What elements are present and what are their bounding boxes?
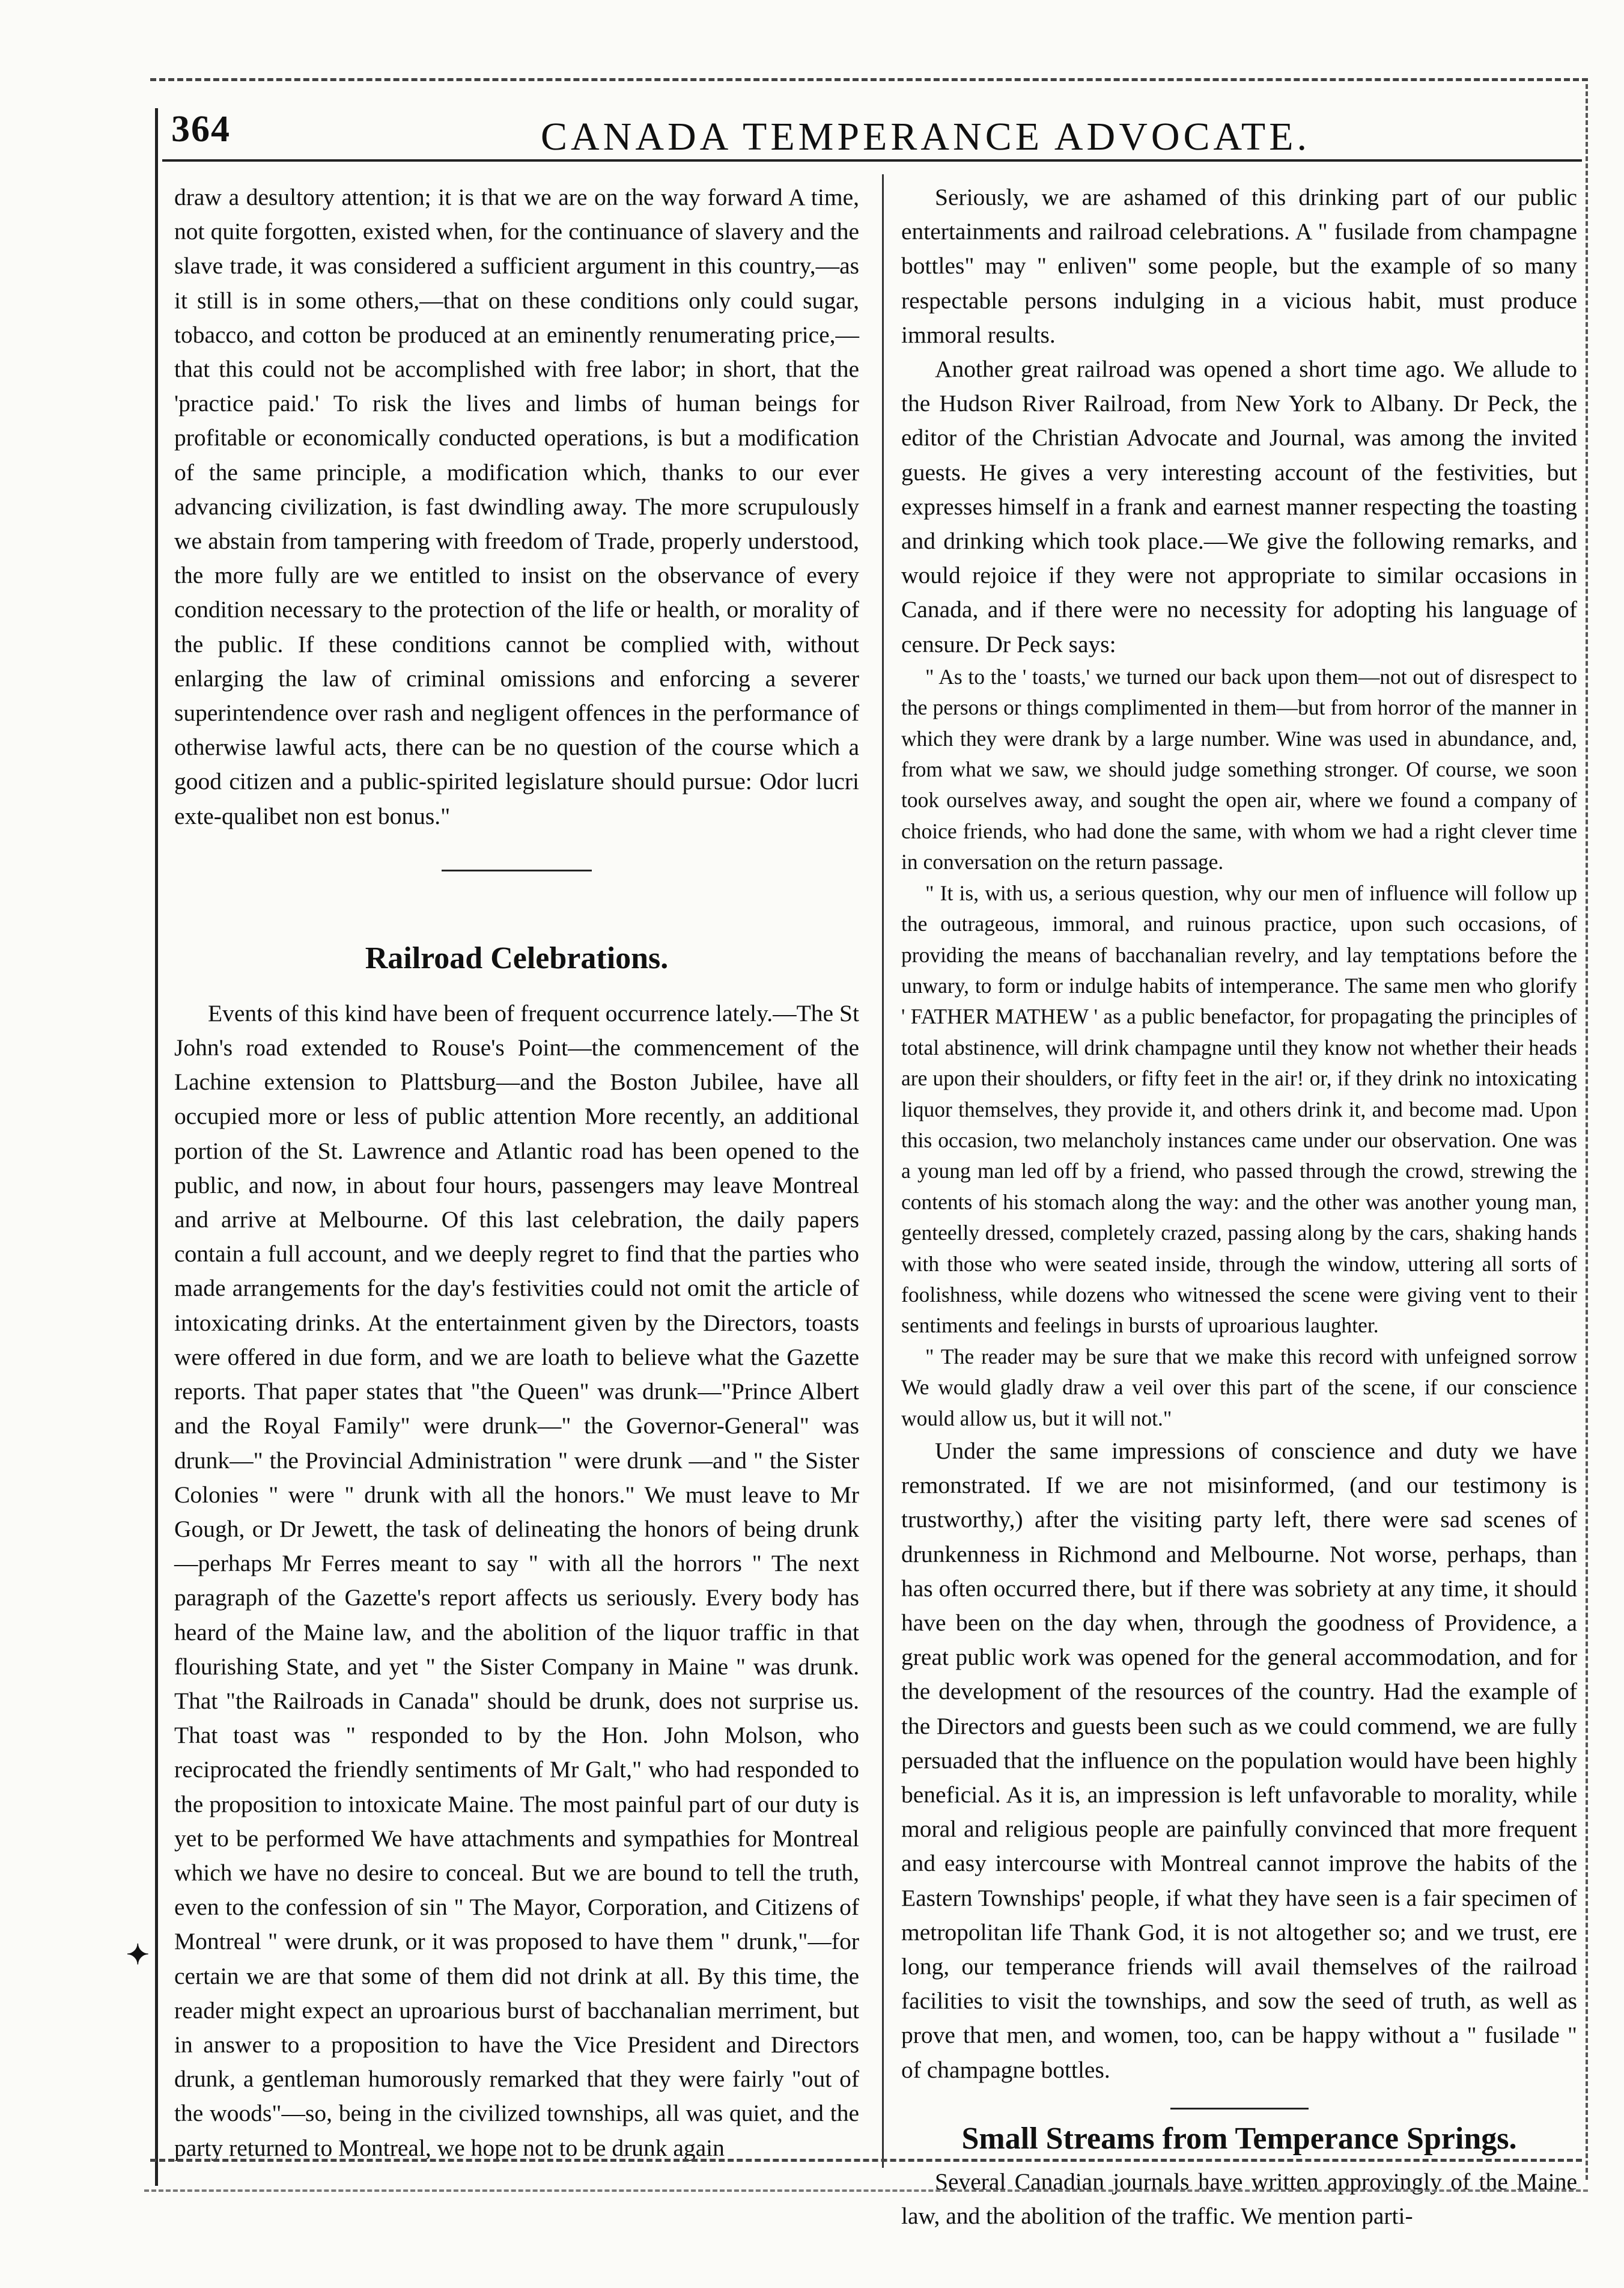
masthead-title: CANADA TEMPERANCE ADVOCATE. — [541, 115, 1311, 159]
left-column — [174, 180, 859, 2165]
quote-paragraph: " It is, with us, a serious question, why our men of influence will follow up the outrageous, immoral, and ruinous practice, upon such occasions, of providing the means of bacchanalian revelry, and lay temptations before the unwary, to form or indulge habits of intemperance. The same men who glorify ' FATHER MATHEW ' as a public benefactor, for propagating the principles of total abstinence, will drink champagne until they know not whether their heads are upon their shoulders, or fifty feet in the air! or, if they drink no intoxicating liquor themselves, they provide it, and others drink it, and become mad. Upon this occasion, two melancholy instances came under our observation. One was a young man led off by a friend, who passed through the crowd, strewing the contents of his stomach along the way: and the other was another young man, genteelly dressed, completely crazed, passing along by the cars, shaking hands with those who were seated inside, through the window, uttering all sorts of foolishness, while dozens who witnessed the scene were giving vent to their sentiments and feelings in bursts of uproarious laughter. — [901, 880, 1577, 1338]
continued-article-text: draw a desultory attention; it is that we are on the way forward A time, not quite forgotten, existed when, for the continuance of slavery and the slave trade, it was considered a sufficient argument in this country,—as it still is in some others,—that on these conditions only could sugar, tobacco, and cotton be produced at an eminently renumerating price,—that this could not be accomplished with free labor; in short, that the 'practice paid.' To risk the lives and limbs of human beings for profitable or economically conducted operations, is but a modification of the same principle, a modification which, thanks to our ever advancing civilization, is fast dwindling away. The more scrupulously we abstain from tampering with freedom of Trade, properly understood, the more fully are we entitled to insist on the observance of every condition necessary to the protection of the life or health, or morality of the public. If these conditions cannot be complied with, without enlarging the law of criminal omissions and enforcing a severer superintendence over rash and negligent offences in the performance of otherwise lawful acts, there can be no question of the course which a good citizen and a public-spirited legislature should pursue: Odor lucri exte-qualibet non est bonus." — [174, 184, 859, 829]
paragraph: Seriously, we are ashamed of this drinking part of our public entertainments and railroad celebrations. A " fusilade from champagne bottles" may " enliven" some people, but the example of so many respectable persons indulging in a vicious habit, must produce immoral results. — [901, 184, 1577, 348]
article-body: Events of this kind have been of frequent occurrence lately.—The St John's road extended to Rouse's Point—the commencement of the Lachine extension to Plattsburg—and the Boston Jubilee, have all occupied more or less of public attention More recently, an additional portion of the St. Lawrence and Atlantic road has been opened to the public, and now, in about four hours, passengers may leave Montreal and arrive at Melbourne. Of this last celebration, the daily papers contain a full account, and we deeply regret to find that the parties who made arrangements for the day's festivities could not omit the article of intoxicating drinks. At the entertainment given by the Directors, toasts were offered in due form, and we are loath to believe what the Gazette reports. That paper states that "the Queen" was drunk—"Prince Albert and the Royal Family" were drunk—" the Governor-General" was drunk—" the Provincial Administration " were drunk —and " the Sister Colonies " were " drunk with all the honors." We must leave to Mr Gough, or Dr Jewett, the task of delineating the honors of being drunk—perhaps Mr Ferres meant to say " with all the horrors " The next paragraph of the Gazette's report affects us seriously. Every body has heard of the Maine law, and the abolition of the liquor traffic in that flourishing State, and yet " the Sister Company in Maine " was drunk. That "the Railroads in Canada" should be drunk, does not surprise us. That toast was " responded to by the Hon. John Molson, who reciprocated the friendly sentiments of Mr Galt," who had responded to the proposition to intoxicate Maine. The most painful part of our duty is yet to be performed We have attachments and sympathies for Montreal which we have no desire to conceal. But we are bound to tell the truth, even to the confession of sin " The Mayor, Corporation, and Citizens of Montreal " were drunk, or it was proposed to have them " drunk,"—for certain we are that some of them did not drink at all. By this time, the reader might expect an uproarious burst of bacchanalian merriment, but in answer to a proposition to have the Vice President and Directors drunk, a gentleman humorously remarked that they were fairly "out of the woods"—so, being in the civilized townships, all was quiet, and the party returned to Montreal, we hope not to be drunk again — [174, 999, 859, 2161]
paragraph: Under the same impressions of conscience and duty we have remonstrated. If we are not misinformed, (and our testimony is trustworthy,) after the visiting party left, there were sad scenes of drunkenness in Richmond and Melbourne. Not worse, perhaps, than has often occurred there, but if there was sobriety at any time, it should have been on the day when, through the goodness of Providence, a great public work was opened for the general accommodation, and for the development of the resources of the country. Had the example of the Directors and guests been such as we could commend, we are fully persuaded that the influence on the population would have been highly beneficial. As it is, an impression is left unfavorable to morality, while moral and religious people are painfully convinced that more frequent and easy intercourse with Montreal cannot improve the habits of the Eastern Townships' people, if what they have seen is a fair specimen of metropolitan life Thank God, it is not altogether so; and we trust, ere long, our temperance friends will avail themselves of the railroad facilities to visit the townships, and sow the seed of truth, as well as prove that men, and women, too, can be happy without a " fusilade " of champagne bottles. — [901, 1438, 1577, 2083]
article-heading: Small Streams from Temperance Springs. — [961, 2121, 1517, 2156]
top-rule — [150, 78, 1588, 81]
paragraph: Another great railroad was opened a short time ago. We allude to the Hudson River Railroad, from New York to Albany. Dr Peck, the editor of the Christian Advocate and Journal, was among the invited guests. He gives a very interesting account of the festivities, but expresses himself in a frank and earnest manner respecting the toasting and drinking which took place.—We give the following remarks, and would rejoice if they were not appropriate to similar occasions in Canada, and if there were no necessity for adopting his language of censure. Dr Peck says: — [901, 356, 1577, 657]
article-body: Several Canadian journals have written approvingly of the Maine law, and the abolition of the traffic. We mention parti- — [901, 2168, 1577, 2230]
right-column — [901, 180, 1577, 2233]
article-heading: Railroad Celebrations. — [365, 941, 669, 975]
article-separator-rule — [1170, 2108, 1309, 2110]
bottom-rule — [150, 2159, 1582, 2162]
quote-paragraph: " The reader may be sure that we make this record with unfeigned sorrow We would gladly draw a veil over this part of the scene, if our conscience would allow us, but it will not." — [901, 1344, 1577, 1430]
bottom-rule-secondary — [144, 2189, 1588, 2192]
right-border-rule — [1586, 84, 1588, 2180]
quote-paragraph: " As to the ' toasts,' we turned our back upon them—not out of disrespect to the persons or things complimented in them—but from horror of the manner in which they were drank by a large number. Wine was used in abundance, and, from what we saw, we should judge something stronger. Of course, we soon took ourselves away, and sought the open air, where we found a company of choice friends, who had done the same, with whom we had a right clever time in conversation on the return passage. — [901, 664, 1577, 874]
header-rule — [162, 159, 1582, 162]
block-quote — [901, 662, 1577, 1434]
article-separator-rule — [442, 870, 592, 871]
margin-marker-icon: ✦ — [126, 1939, 150, 1970]
column-divider — [882, 174, 884, 2168]
left-border-rule — [155, 108, 158, 2186]
page-number: 364 — [171, 109, 231, 150]
